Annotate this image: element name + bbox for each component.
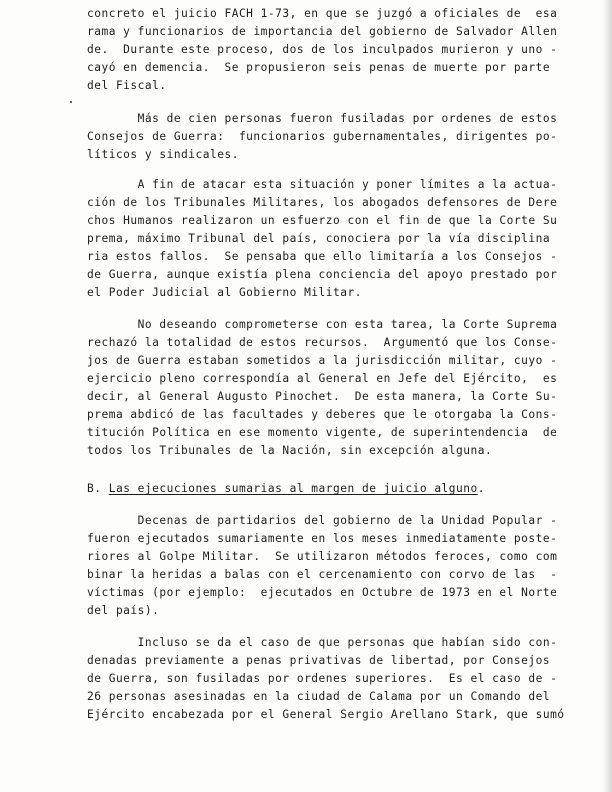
- text-line: cayó en demencia. Se propusieron seis penas de muerte por parte: [87, 61, 551, 74]
- text-line: Consejos de Guerra: funcionarios gubernamentales, dirigentes po-: [87, 130, 558, 143]
- section-heading-prefix: B.: [87, 482, 109, 495]
- text-line: Más de cien personas fueron fusiladas por ordenes de estos: [87, 112, 558, 125]
- text-line: Decenas de partidarios del gobierno de la Unidad Popular -: [87, 514, 558, 527]
- text-line: del Fiscal.: [87, 79, 167, 92]
- text-line: rama y funcionarios de importancia del gobierno de Salvador Allen: [87, 25, 558, 38]
- text-line: de. Durante este proceso, dos de los inculpados murieron y uno -: [87, 43, 558, 56]
- text-line: concreto el juicio FACH 1-73, en que se juzgó a oficiales de esa: [87, 7, 558, 20]
- text-line: víctimas (por ejemplo: ejecutados en Octubre de 1973 en el Norte: [87, 586, 558, 599]
- text-line: fueron ejecutados sumariamente en los meses inmediatamente poste-: [87, 532, 558, 545]
- text-line: binar la heridas a balas con el cercenamiento con corvo de las -: [87, 568, 558, 581]
- text-line: prema, máximo Tribunal del país, conociera por la vía disciplina: [87, 232, 551, 245]
- text-line: denadas previamente a penas privativas de libertad, por Consejos: [87, 654, 551, 667]
- text-line: el Poder Judicial al Gobierno Militar.: [87, 286, 362, 299]
- text-line: Incluso se da el caso de que personas que habían sido con-: [87, 636, 558, 649]
- scan-speck: [70, 101, 72, 103]
- text-line: ejercicio pleno correspondía al General en Jefe del Ejército, es: [87, 372, 558, 385]
- text-line: del país).: [87, 604, 160, 617]
- text-line: chos Humanos realizaron un esfuerzo con el fin de que la Corte Su: [87, 214, 558, 227]
- section-heading-title: Las ejecuciones sumarias al margen de juicio alguno: [108, 482, 478, 495]
- text-line: prema abdicó de las facultades y deberes que le otorgaba la Cons-: [87, 408, 558, 421]
- text-line: todos los Tribunales de la Nación, sin excepción alguna.: [87, 444, 493, 457]
- page-edge-shadow: [602, 0, 612, 792]
- text-line: ria estos fallos. Se pensaba que ello limitaría a los Consejos -: [87, 250, 558, 263]
- text-line: A fin de atacar esta situación y poner límites a la actua-: [87, 178, 558, 191]
- section-heading: [87, 482, 485, 496]
- section-heading-suffix: .: [477, 482, 485, 495]
- text-line: 26 personas asesinadas en la ciudad de Calama por un Comando del: [87, 690, 551, 703]
- text-line: titución Política en ese momento vigente, de superintendencia de: [87, 426, 558, 439]
- text-line: rechazó la totalidad de estos recursos. Argumentó que los Conse-: [87, 336, 558, 349]
- text-line: de Guerra, aunque existía plena conciencia del apoyo prestado por: [87, 268, 558, 281]
- text-line: Ejército encabezada por el General Sergio Arellano Stark, que sumó: [87, 708, 565, 721]
- text-line: riores al Golpe Militar. Se utilizaron métodos feroces, como com: [87, 550, 558, 563]
- text-line: jos de Guerra estaban sometidos a la jurisdicción militar, cuyo -: [87, 354, 558, 367]
- text-line: decir, al General Augusto Pinochet. De esta manera, la Corte Su-: [87, 390, 558, 403]
- text-line: ción de los Tribunales Militares, los abogados defensores de Dere: [87, 196, 558, 209]
- text-line: líticos y sindicales.: [87, 148, 239, 161]
- text-line: No deseando comprometerse con esta tarea, la Corte Suprema: [87, 318, 558, 331]
- text-line: de Guerra, son fusiladas por ordenes superiores. Es el caso de -: [87, 672, 558, 685]
